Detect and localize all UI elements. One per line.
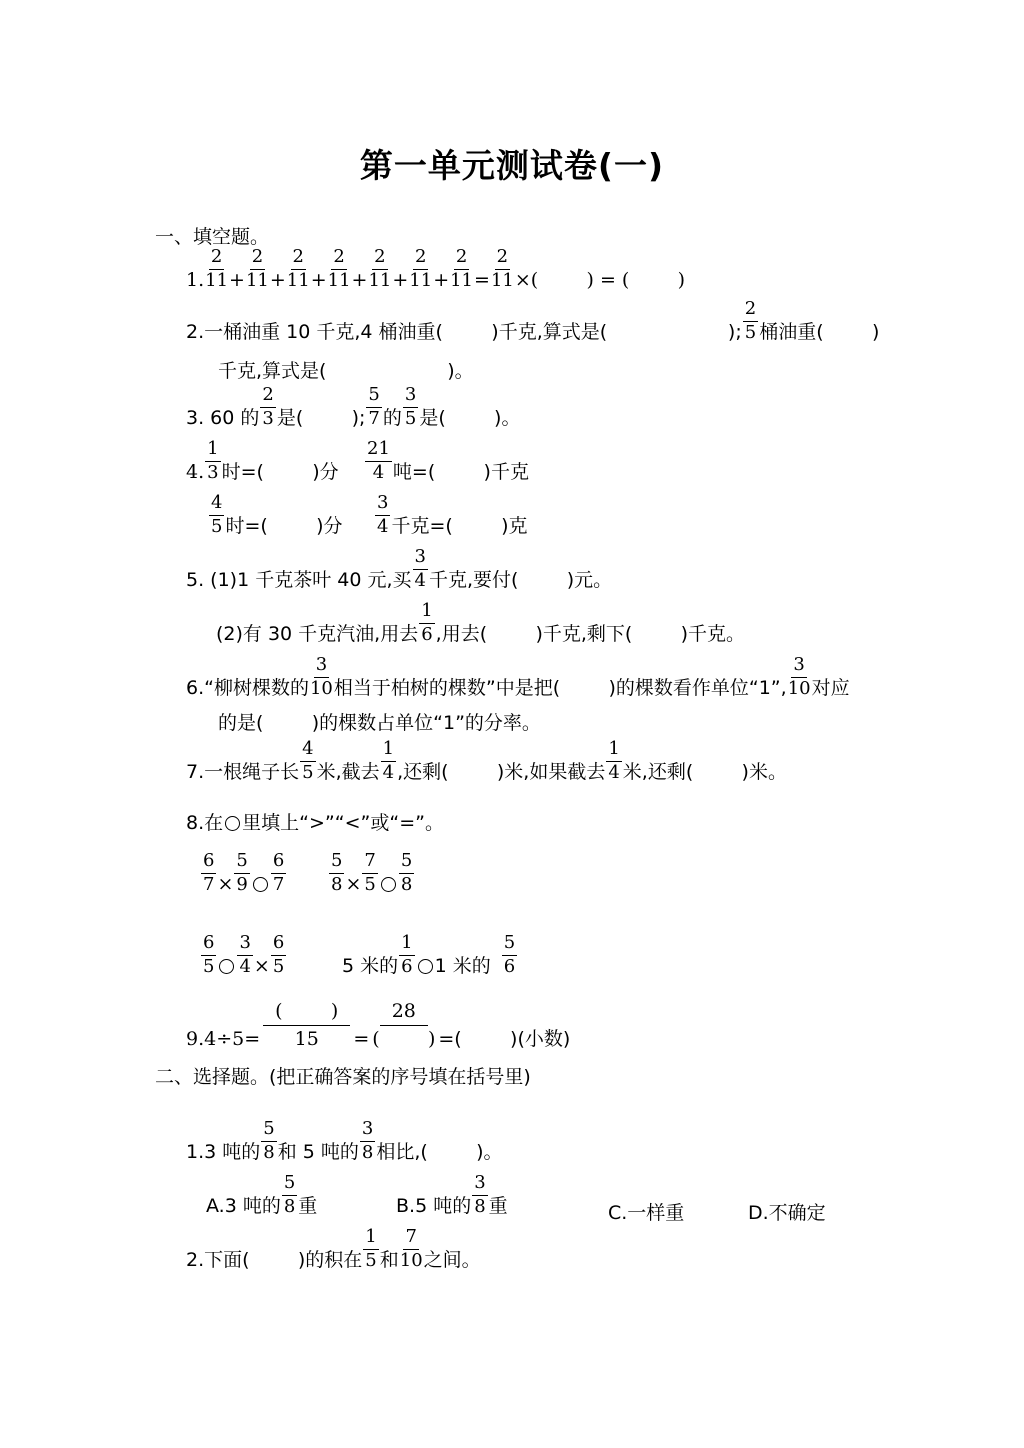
fraction: 5 8 <box>283 1172 296 1217</box>
question-1-6-cont: 的是( )的棵数占单位“1”的分率。 <box>218 712 541 734</box>
question-1-3: 3. 60 的 2 3 是( ); 5 7 的 3 5 是( )。 <box>186 384 521 429</box>
fraction: $\frac{5}{8}$ <box>331 850 343 895</box>
question-1-4a: 4. 1 3 时=( )分 <box>186 438 339 483</box>
fraction: 5 8 <box>263 1118 275 1163</box>
fraction: $\frac{2}{11}$ <box>245 246 269 291</box>
compare-1: $\frac{6}{7}$ × $\frac{5}{9}$ 6 7 <box>203 850 285 895</box>
fraction: $\frac{2}{11}$ <box>409 246 433 291</box>
option-a[interactable]: A.3 吨的 5 8 重 <box>206 1172 318 1217</box>
fraction: 5 6 <box>503 932 516 977</box>
fraction: 4 5 <box>211 492 223 537</box>
fraction: 28 ( ) <box>372 1000 436 1050</box>
compare-circle[interactable] <box>219 959 234 974</box>
question-1-4d: 3 4 千克=( )克 <box>377 492 528 537</box>
fraction: 7 10 <box>399 1226 423 1271</box>
question-1-2: 2.一桶油重 10 千克,4 桶油重( )千克,算式是( ); 2 5 桶油重( ) <box>186 298 880 343</box>
fraction: 1 5 <box>365 1226 377 1271</box>
section-1-heading: 一、填空题。 <box>155 226 270 248</box>
fraction: $\frac{6}{7}$ <box>203 850 215 895</box>
fraction: $\frac{2}{11}$ <box>368 246 392 291</box>
fraction: $\frac{7}{5}$ <box>364 850 376 895</box>
fraction: ( ) 15 <box>263 1002 350 1049</box>
fraction: 3 5 <box>404 384 417 429</box>
compare-3: 6 5 $\frac{3}{4}$ × $\frac{6}{5}$ <box>203 932 285 977</box>
fraction: 3 4 <box>414 546 426 591</box>
question-1-9: 9.4÷5= ( ) 15 = 28 ( ) =( )(小数) <box>186 1000 571 1050</box>
fraction: $\frac{2}{11}$ <box>286 246 310 291</box>
fraction: 3 8 <box>361 1118 374 1163</box>
fraction: 6 7 <box>272 850 285 895</box>
option-d[interactable]: D.不确定 <box>748 1202 826 1224</box>
question-1-5-1: 5. (1)1 千克茶叶 40 元,买 3 4 千克,要付( )元。 <box>186 546 613 591</box>
compare-circle[interactable] <box>418 959 433 974</box>
compare-4: 5 米的 1 6 1 米的 5 6 <box>342 932 516 977</box>
fraction: $\frac{2}{11}$ <box>327 246 351 291</box>
fraction: 21 4 <box>367 438 390 483</box>
fraction: $\frac{2}{11}$ <box>450 246 474 291</box>
fraction: 2 11 <box>205 246 229 291</box>
fraction: 5 7 <box>368 384 380 429</box>
fraction: 1 6 <box>401 932 413 977</box>
circle-icon <box>225 816 240 831</box>
choice-question-2: 2.下面( )的积在 1 5 和 7 10 之间。 <box>186 1226 481 1271</box>
question-1-1: 1. 2 11 + $\frac{2}{11}$ + $\frac{2}{11}$ + $\frac{2}{11}$ + $\frac{2}{11}$ + $\frac{2}{11}$ + $\frac{2}{11}$ = $\frac{2}{11}$ × ( ) = ( ) <box>186 246 686 291</box>
fraction: 1 6 <box>421 600 433 645</box>
compare-2: $\frac{5}{8}$ × $\frac{7}{5}$ 5 8 <box>331 850 413 895</box>
fraction: $\frac{2}{11}$ <box>490 246 514 291</box>
fraction: $\frac{5}{9}$ <box>236 850 248 895</box>
fraction: 1 3 <box>207 438 219 483</box>
fraction: 5 8 <box>400 850 413 895</box>
fraction: $\frac{6}{5}$ <box>272 932 285 977</box>
fraction: 3 10 <box>309 654 333 699</box>
fraction: 2 5 <box>744 298 757 343</box>
compare-circle[interactable] <box>381 877 396 892</box>
compare-circle[interactable] <box>253 877 268 892</box>
question-1-5-2: (2)有 30 千克汽油,用去 1 6 ,用去( )千克,剩下( )千克。 <box>216 600 746 645</box>
fraction: 2 3 <box>262 384 274 429</box>
fraction: 3 4 <box>377 492 389 537</box>
question-1-2-cont: 千克,算式是( )。 <box>218 360 474 382</box>
fraction: $\frac{3}{4}$ <box>239 932 251 977</box>
choice-question-1: 1.3 吨的 5 8 和 5 吨的 3 8 相比,( )。 <box>186 1118 503 1163</box>
question-1-6: 6.“柳树棵数的 3 10 相当于柏树的棵数”中是把( )的棵数看作单位“1”, 3 10 对应 <box>186 654 850 699</box>
fraction: 1 4 <box>608 738 620 783</box>
option-b[interactable]: B.5 吨的 3 8 重 <box>396 1172 508 1217</box>
section-2-heading: 二、选择题。(把正确答案的序号填在括号里) <box>155 1066 531 1088</box>
page-title: 第一单元测试卷(一) <box>359 146 665 185</box>
q-number: 1. <box>186 269 205 291</box>
fraction: 4 5 <box>302 738 314 783</box>
fraction: 3 10 <box>787 654 811 699</box>
fraction: 3 8 <box>474 1172 486 1217</box>
question-1-4b: 21 4 吨=( )千克 <box>367 438 529 483</box>
fraction: 6 5 <box>203 932 215 977</box>
question-1-4c: 4 5 时=( )分 <box>211 492 343 537</box>
fraction: 1 4 <box>382 738 395 783</box>
question-1-7: 7.一根绳子长 4 5 米,截去 1 4 ,还剩( )米,如果截去 1 4 米,还剩( )米。 <box>186 738 787 783</box>
option-c[interactable]: C.一样重 <box>608 1202 685 1224</box>
question-1-8: 8.在 里填上“>”“<”或“=”。 <box>186 812 444 834</box>
